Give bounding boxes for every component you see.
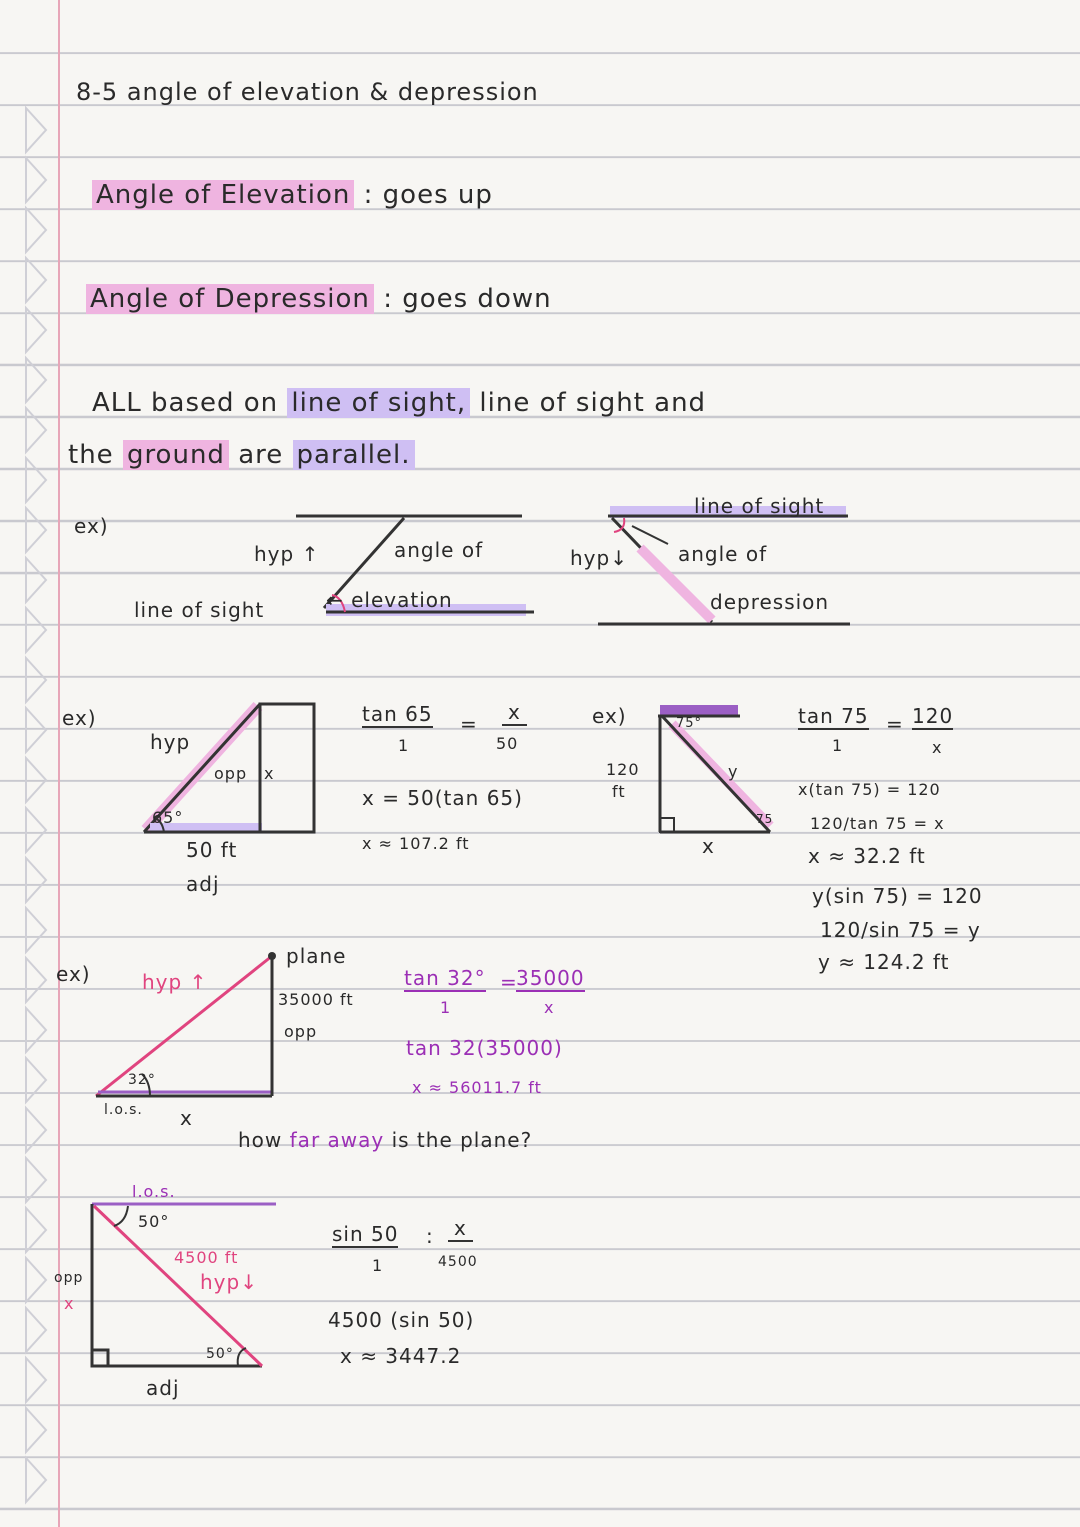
ex2-x: x [264, 764, 275, 783]
ex4-los: l.o.s. [104, 1102, 143, 1118]
ex5-eq-rnum: x [448, 1216, 473, 1242]
ex3-step1: x(tan 75) = 120 [798, 780, 941, 799]
ex3-eq-eq: = [886, 712, 904, 736]
ex2-eq-num: tan 65 [362, 702, 433, 726]
ex3-step2: 120/tan 75 = x [810, 814, 945, 833]
ex4-label: ex) [56, 962, 91, 986]
ex3-angle-top: 75° [676, 716, 703, 731]
ex2-step1: x = 50(tan 65) [362, 786, 523, 810]
ex4-question [238, 1128, 532, 1152]
ex4-x: x [180, 1106, 193, 1130]
ex4-plane: plane [286, 944, 347, 968]
ex3-side-unit: ft [612, 782, 626, 801]
note-ground: ground [123, 440, 229, 470]
ex3-step4: y(sin 75) = 120 [812, 884, 983, 908]
ex5-x: x [64, 1294, 75, 1313]
ex4-eq-eq: = [500, 970, 518, 994]
ex2-step2: x ≈ 107.2 ft [362, 834, 470, 853]
ex3-hyp-highlight [672, 724, 770, 826]
ex1r-line-of-sight: line of sight [694, 494, 825, 518]
ex4-question-c: is the plane? [391, 1128, 533, 1152]
ex5-hyp-value: 4500 ft [174, 1248, 239, 1267]
ex4-eq-rden: x [544, 998, 555, 1017]
ex2-eq-rden: 50 [496, 734, 519, 753]
ex2-adj-value: 50 ft [186, 838, 238, 862]
ex5-eq-rden: 4500 [438, 1254, 478, 1270]
ex3-hyp-line [662, 716, 770, 832]
ex4-hyp: hyp ↑ [142, 970, 208, 994]
ex4-eq-den: 1 [440, 998, 452, 1017]
ex1r-hyp: hyp↓ [570, 546, 628, 570]
ex4-question-a: how [238, 1128, 283, 1152]
ex1-line-of-sight: line of sight [134, 598, 265, 622]
note-rest: line of sight and [479, 388, 707, 418]
ex1r-arrow [632, 526, 668, 544]
elevation-sep: : [363, 180, 374, 210]
ex5-step1: 4500 (sin 50) [328, 1308, 475, 1332]
ex5-right-angle [92, 1350, 108, 1366]
ex2-eq-eq: = [460, 712, 478, 736]
ex5-step2: x ≈ 3447.2 [340, 1344, 462, 1368]
ex5-angle-arc-top [114, 1206, 128, 1226]
ex5-eq-num: sin 50 [332, 1222, 399, 1246]
ex3-right-angle [660, 818, 674, 832]
ex1-label: ex) [74, 514, 109, 538]
ex4-opp: opp [284, 1022, 318, 1041]
ex5-opp: opp [54, 1270, 84, 1286]
ex5-eq-den: 1 [372, 1256, 384, 1275]
ex2-angle: 65° [152, 808, 184, 827]
ex1r-angle-of: angle of [678, 542, 768, 566]
ex5-angle-top: 50° [138, 1212, 170, 1231]
ex5-hyp: hyp↓ [200, 1270, 258, 1294]
note-line-of-sight: line of sight, [287, 388, 470, 418]
depression-sep: : [383, 284, 393, 314]
depression-term: Angle of Depression [86, 284, 374, 314]
ex3-side-value: 120 [606, 760, 640, 779]
ex3-angle-bottom: 75 [756, 812, 774, 826]
ex3-x: x [702, 834, 715, 858]
ex4-angle: 32° [128, 1072, 156, 1088]
page-title: 8-5 angle of elevation & depression [76, 78, 539, 106]
ex3-eq-rden: x [932, 738, 943, 757]
ex4-eq-rnum: 35000 [516, 966, 585, 990]
ex3-eq-num: tan 75 [798, 704, 869, 728]
ex3-step5: 120/sin 75 = y [820, 918, 981, 942]
note-parallel: parallel. [293, 440, 415, 470]
ex1r-depression: depression [710, 590, 830, 614]
ex3-y: y [728, 762, 739, 781]
ex4-question-b: far away [289, 1128, 385, 1152]
ex5-adj: adj [146, 1376, 180, 1400]
ex2-opp: opp [214, 764, 248, 783]
elevation-desc: goes up [382, 180, 493, 210]
ex3-label: ex) [592, 704, 627, 728]
ex4-opp-value: 35000 ft [278, 990, 354, 1009]
depression-desc: goes down [402, 284, 552, 314]
ex5-los: l.o.s. [132, 1182, 176, 1201]
ex2-eq-rnum: x [502, 700, 527, 726]
ex5-eq-eq: : [426, 1224, 434, 1248]
note-the: the [68, 440, 114, 470]
ex3-eq-rnum: 120 [912, 704, 954, 728]
ex3-step3: x ≈ 32.2 ft [808, 844, 926, 868]
ex2-eq-den: 1 [398, 736, 410, 755]
ex3-eq-den: 1 [832, 736, 844, 755]
ex1-hyp: hyp ↑ [254, 542, 320, 566]
ex2-adj: adj [186, 872, 220, 896]
ex4-eq-num: tan 32° [404, 966, 486, 990]
ex1-elevation: ← elevation [326, 588, 453, 612]
ex4-plane-dot [268, 952, 276, 960]
ex2-hyp: hyp [150, 730, 191, 754]
elevation-term: Angle of Elevation [92, 180, 354, 210]
note-all-based: ALL based on [92, 388, 279, 418]
ex2-label: ex) [62, 706, 97, 730]
ex3-step6: y ≈ 124.2 ft [818, 950, 950, 974]
ex4-step2: x ≈ 56011.7 ft [412, 1078, 542, 1097]
ex1-angle-of: angle of [394, 538, 484, 562]
note-are: are [238, 440, 284, 470]
ex5-angle-bottom: 50° [206, 1346, 234, 1362]
ex4-step1: tan 32(35000) [406, 1036, 563, 1060]
